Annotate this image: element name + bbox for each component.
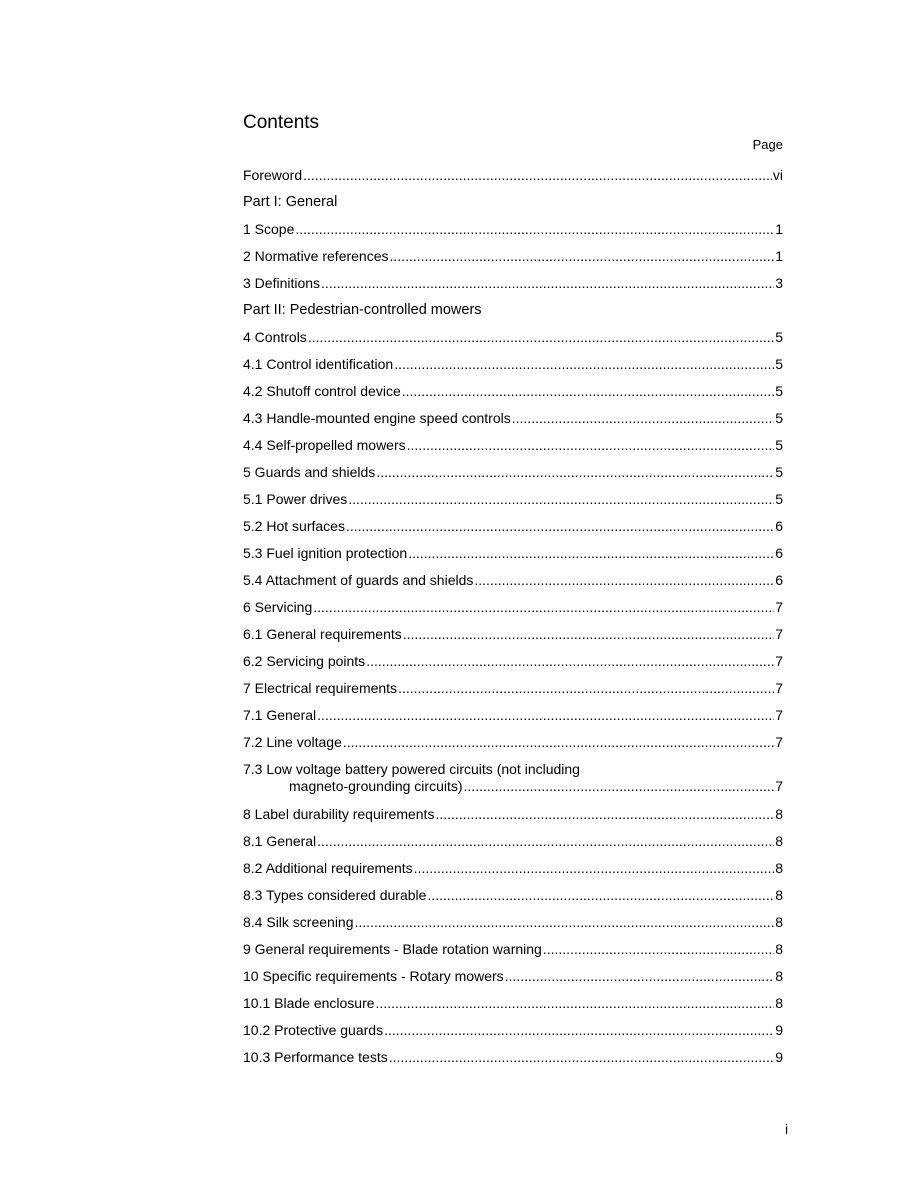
dot-leader [427,886,774,905]
toc-entry[interactable] [243,598,783,625]
toc-entry[interactable] [243,355,783,382]
toc-entry-title-continuation: magneto-grounding circuits) [289,778,463,794]
toc-entry[interactable] [243,247,783,274]
toc-entry-title: 1 Scope [243,221,295,237]
toc-entry-title: 7.3 Low voltage battery powered circuits (not including [243,761,580,777]
toc-entry[interactable] [243,490,783,517]
toc-entry-title: 7 Electrical requirements [243,680,398,696]
toc-entry[interactable] [243,760,783,805]
dot-leader [505,967,775,986]
toc-entry[interactable] [243,328,783,355]
dot-leader [321,274,774,293]
toc-entry-page: 8 [775,806,783,822]
toc-entry-page: 8 [775,914,783,930]
toc-entry-title: 8.3 Types considered durable [243,887,427,903]
toc-entry[interactable] [243,886,783,913]
dot-leader [408,544,774,563]
toc-entry[interactable] [243,571,783,598]
toc-entry[interactable] [243,994,783,1021]
toc-entry-page: 5 [775,464,783,480]
toc-entry-title: 8.2 Additional requirements [243,860,413,876]
part-heading-text: Part II: Pedestrian-controlled mowers [243,302,482,318]
toc-entry-page: 8 [775,833,783,849]
dot-leader [390,247,775,266]
toc-entry[interactable] [243,409,783,436]
toc-entry-title: 7.2 Line voltage [243,734,342,750]
dot-leader [295,220,774,239]
dot-leader [313,598,774,617]
toc-entry[interactable] [243,382,783,409]
toc-entry-title: 2 Normative references [243,248,389,264]
contents-heading: Contents [243,112,320,133]
dot-leader [435,805,774,824]
part-heading-text: Part I: General [243,194,338,210]
toc-entry-title: 6.2 Servicing points [243,653,366,669]
dot-leader [355,913,775,932]
toc-entry-page: 9 [775,1049,783,1065]
toc-entry-page: 5 [775,410,783,426]
dot-leader [348,490,774,509]
toc-entry-page: 7 [775,599,783,615]
toc-entry-title: 6.1 General requirements [243,626,402,642]
toc-entry-title: 3 Definitions [243,275,321,291]
toc-entry-title: 10.3 Performance tests [243,1049,388,1065]
toc-entry-page: 5 [775,491,783,507]
toc-entry-title: 8 Label durability requirements [243,806,435,822]
toc-entry-title: 5.4 Attachment of guards and shields [243,572,474,588]
toc-entry-page: 3 [775,275,783,291]
toc-entry-page: 5 [775,356,783,372]
toc-entry-page: 6 [775,545,783,561]
toc-entry[interactable] [243,679,783,706]
toc-entry-page: 5 [775,329,783,345]
toc-entry-title: 6 Servicing [243,599,313,615]
toc-entry[interactable] [243,517,783,544]
toc-entry-title: 4 Controls [243,329,307,345]
toc-entry[interactable] [243,805,783,832]
dot-leader [303,166,772,185]
toc-entry-page: 7 [775,626,783,642]
toc-entry-page: 7 [775,734,783,750]
toc-list [243,166,783,1075]
page-column-label: Page [752,137,783,152]
toc-entry-page: 8 [775,995,783,1011]
toc-entry[interactable] [243,1048,783,1075]
toc-entry-title: 5.1 Power drives [243,491,348,507]
toc-entry-page: 7 [775,653,783,669]
toc-entry-title: 8.4 Silk screening [243,914,354,930]
toc-entry-page: 7 [775,778,783,794]
toc-entry[interactable] [243,463,783,490]
toc-entry[interactable] [243,166,783,193]
toc-entry[interactable] [243,274,783,301]
toc-entry-title: 5 Guards and shields [243,464,376,480]
dot-leader [464,777,775,796]
toc-entry[interactable] [243,1021,783,1048]
toc-entry-page: 1 [775,221,783,237]
dot-leader [346,517,774,536]
dot-leader [474,571,774,590]
dot-leader [543,940,774,959]
toc-entry[interactable] [243,832,783,859]
toc-entry-page: 5 [775,383,783,399]
toc-entry-page: 1 [775,248,783,264]
dot-leader [398,679,774,698]
toc-entry[interactable] [243,706,783,733]
dot-leader [343,733,774,752]
toc-entry-title: 4.4 Self-propelled mowers [243,437,406,453]
toc-entry-title: 7.1 General [243,707,317,723]
dot-leader [366,652,774,671]
toc-entry[interactable] [243,859,783,886]
toc-page [243,0,783,1188]
dot-leader [384,1021,774,1040]
toc-entry-title: 5.2 Hot surfaces [243,518,345,534]
toc-entry-page: 5 [775,437,783,453]
toc-entry[interactable] [243,652,783,679]
toc-entry-page: 8 [775,941,783,957]
toc-entry-page: 7 [775,680,783,696]
toc-entry-page: 6 [775,572,783,588]
toc-entry-title: 4.1 Control identification [243,356,394,372]
dot-leader [394,355,774,374]
toc-entry-title: 5.3 Fuel ignition protection [243,545,408,561]
dot-leader [403,625,774,644]
toc-entry[interactable] [243,967,783,994]
toc-entry[interactable] [243,940,783,967]
footer-page-number: i [785,1121,789,1137]
toc-entry-title: 4.2 Shutoff control device [243,383,401,399]
dot-leader [376,463,774,482]
toc-entry[interactable] [243,733,783,760]
dot-leader [512,409,774,428]
dot-leader [407,436,775,455]
toc-entry[interactable] [243,913,783,940]
toc-entry-page: vi [772,167,783,183]
toc-part-heading [243,193,783,220]
toc-entry-page: 8 [775,968,783,984]
dot-leader [402,382,774,401]
toc-entry[interactable] [243,220,783,247]
toc-part-heading [243,301,783,328]
toc-entry-title: 10.1 Blade enclosure [243,995,375,1011]
dot-leader [317,832,774,851]
dot-leader [414,859,775,878]
toc-entry-page: 8 [775,887,783,903]
dot-leader [308,328,774,347]
toc-entry-title: 8.1 General [243,833,317,849]
toc-entry-title: 10 Specific requirements - Rotary mowers [243,968,504,984]
toc-entry-page: 8 [775,860,783,876]
toc-entry-page: 9 [775,1022,783,1038]
dot-leader [317,706,774,725]
dot-leader [389,1048,774,1067]
toc-entry-page: 7 [775,707,783,723]
toc-entry[interactable] [243,625,783,652]
toc-entry-page: 6 [775,518,783,534]
toc-entry-title: 9 General requirements - Blade rotation warning [243,941,542,957]
toc-entry-title: Foreword [243,167,303,183]
toc-entry-title: 4.3 Handle-mounted engine speed controls [243,410,511,426]
toc-entry-title: 10.2 Protective guards [243,1022,384,1038]
dot-leader [376,994,775,1013]
toc-entry[interactable] [243,436,783,463]
toc-entry[interactable] [243,544,783,571]
